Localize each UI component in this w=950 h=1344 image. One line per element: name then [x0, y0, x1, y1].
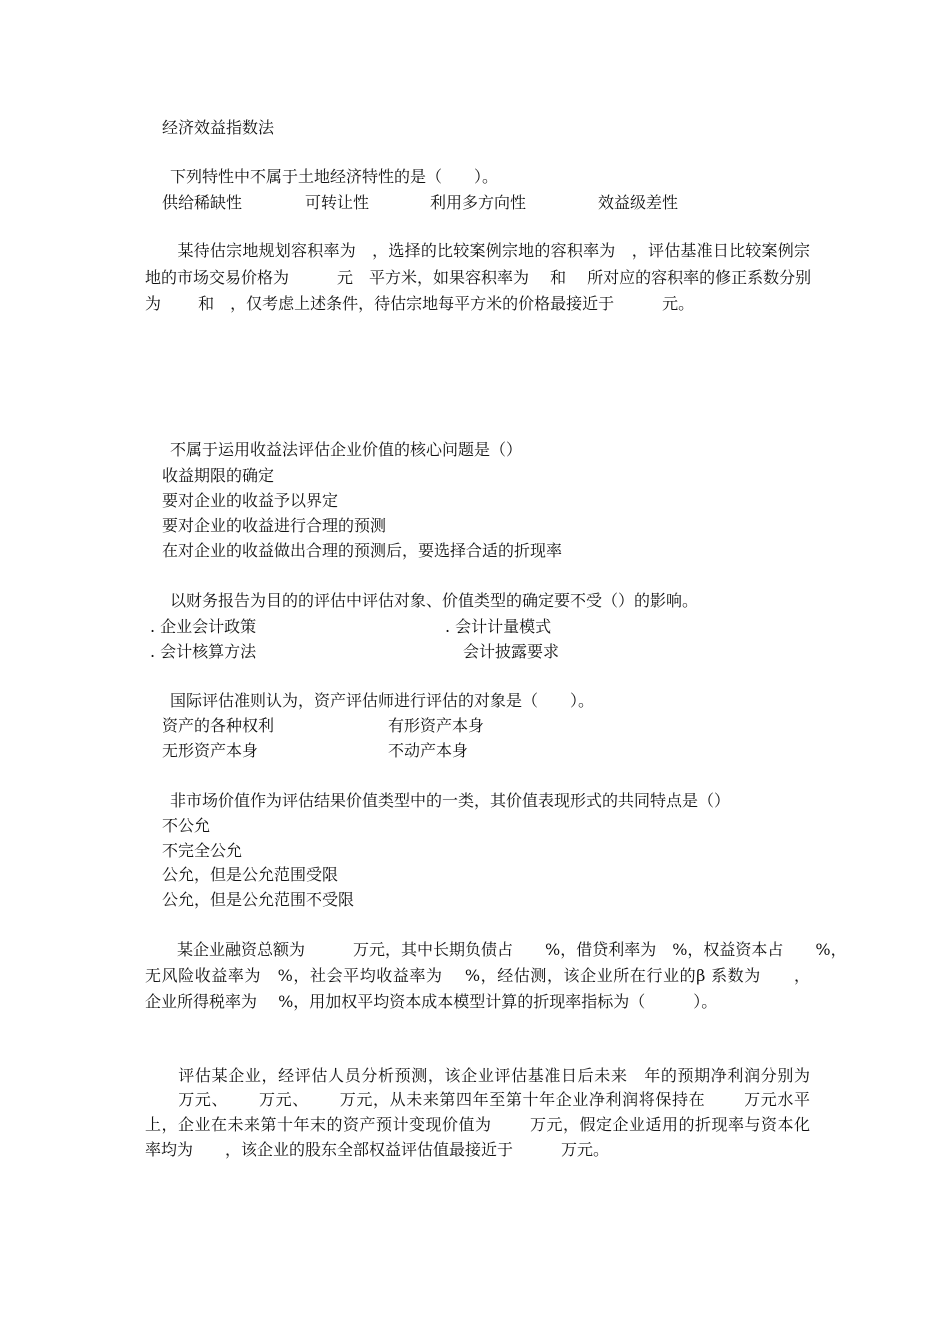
question-1-option-d: 效益级差性	[598, 193, 679, 212]
question-1-stem: 下列特性中不属于土地经济特性的是（ ）。	[170, 167, 499, 186]
question-5-option-b: 有形资产本身	[388, 716, 485, 735]
question-6-option-c: 公允，但是公允范围受限	[162, 865, 339, 884]
question-3-option-b: 要对企业的收益予以界定	[162, 491, 339, 510]
question-6-option-b: 不完全公允	[162, 841, 243, 860]
question-4-option-c: . 会计核算方法	[150, 642, 257, 661]
question-3-option-a: 收益期限的确定	[162, 466, 275, 485]
question-6-stem: 非市场价值作为评估结果价值类型中的一类，其价值表现形式的共同特点是（）	[170, 791, 731, 810]
question-7-line-1: 某企业融资总额为 万元，其中长期负债占 %，借贷利率为 %，权益资本占 %，	[145, 940, 847, 959]
question-4-option-d: 会计披露要求	[463, 642, 560, 661]
question-2-line-3: 为 和 ，仅考虑上述条件，待估宗地每平方米的价格最接近于 元。	[145, 294, 695, 313]
question-4-option-b: . 会计计量模式	[445, 617, 552, 636]
question-8-line-3: 上，企业在未来第十年末的资产预计变现价值为 万元，假定企业适用的折现率与资本化	[145, 1115, 810, 1134]
question-8-line-1: 评估某企业，经评估人员分析预测，该企业评估基准日后未来 年的预期净利润分别为	[145, 1066, 810, 1085]
heading: 经济效益指数法	[162, 118, 275, 137]
question-2-line-2: 地的市场交易价格为 元 平方米，如果容积率为 和 所对应的容积率的修正系数分别	[145, 268, 812, 287]
question-8-line-2: 万元、 万元、 万元，从未来第四年至第十年企业净利润将保持在 万元水平	[145, 1090, 810, 1109]
question-5-option-d: 不动产本身	[388, 741, 469, 760]
question-5-stem: 国际评估准则认为，资产评估师进行评估的对象是（ ）。	[170, 691, 595, 710]
question-1-option-c: 利用多方向性	[430, 193, 527, 212]
question-3-option-c: 要对企业的收益进行合理的预测	[162, 516, 387, 535]
question-6-option-d: 公允，但是公允范围不受限	[162, 890, 355, 909]
question-7-line-2: 无风险收益率为 %，社会平均收益率为 %，经估测，该企业所在行业的β 系数为 ，	[145, 966, 810, 985]
question-3-stem: 不属于运用收益法评估企业价值的核心问题是（）	[170, 440, 523, 459]
question-1-option-b: 可转让性	[305, 193, 370, 212]
question-3-option-d: 在对企业的收益做出合理的预测后，要选择合适的折现率	[162, 541, 563, 560]
question-1-option-a: 供给稀缺性	[162, 193, 243, 212]
question-8-line-4: 率均为 ，该企业的股东全部权益评估值最接近于 万元。	[145, 1140, 610, 1159]
question-2-line-1: 某待估宗地规划容积率为 ，选择的比较案例宗地的容积率为 ，评估基准日比较案例宗	[145, 241, 810, 260]
question-4-stem: 以财务报告为目的的评估中评估对象、价值类型的确定要不受（）的影响。	[170, 591, 699, 610]
question-5-option-c: 无形资产本身	[162, 741, 259, 760]
question-4-option-a: . 企业会计政策	[150, 617, 257, 636]
question-7-line-3: 企业所得税率为 %，用加权平均资本成本模型计算的折现率指标为（ ）。	[145, 992, 718, 1011]
question-6-option-a: 不公允	[162, 816, 211, 835]
question-5-option-a: 资产的各种权利	[162, 716, 275, 735]
